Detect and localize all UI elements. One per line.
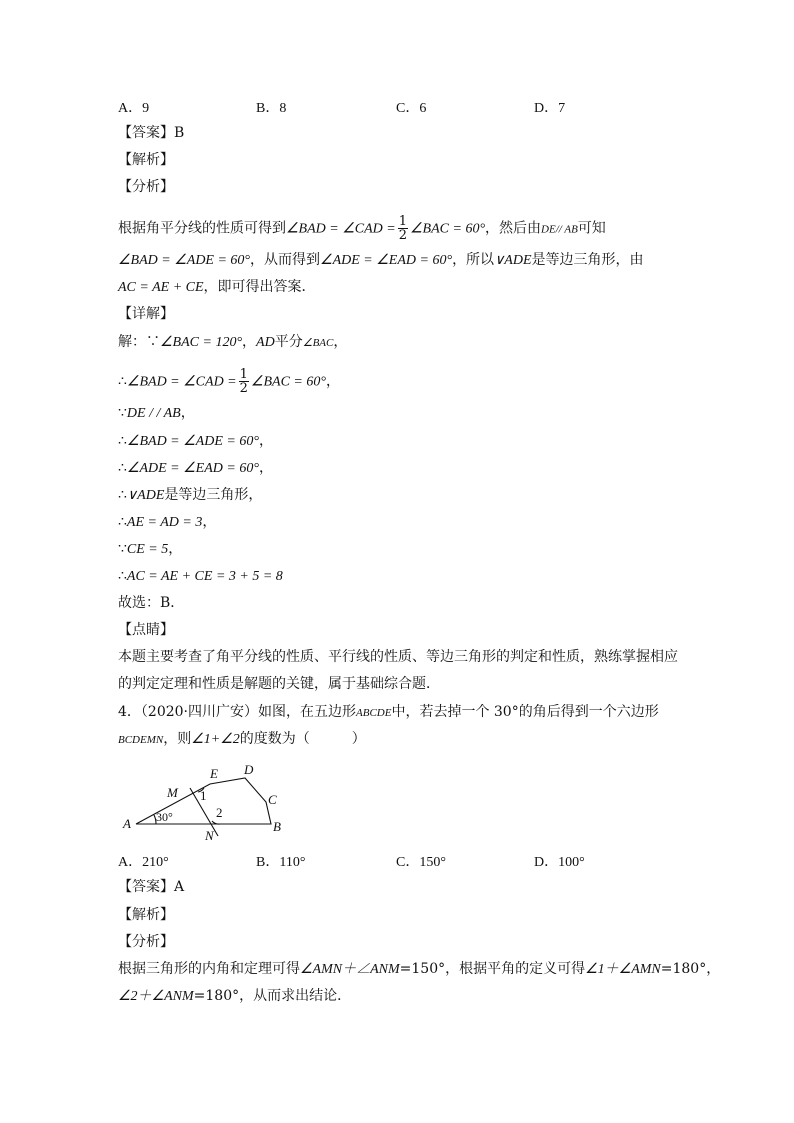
q4-stem-line-1: 4．（2020·四川广安）如图，在五边形ABCDE中，若去掉一个 30°的角后得到一个六边形 xyxy=(118,704,659,720)
q3-option-b: B．8 xyxy=(256,101,287,116)
q3-dianjing-line-2: 的判定定理和性质是解题的关键，属于基础综合题． xyxy=(118,676,440,692)
label-e: E xyxy=(210,766,218,781)
label-a: A xyxy=(123,816,131,831)
q4-option-c: C．150° xyxy=(396,855,446,870)
label-c: C xyxy=(268,792,277,807)
q3-conclusion: 故选：B． xyxy=(118,595,185,611)
q3-detail-line-7: ∴AE = AD = 3， xyxy=(118,514,217,530)
label-angle-2: 2 xyxy=(216,805,223,820)
q3-detail-line-3: ∵DE / / AB， xyxy=(118,405,195,421)
q3-detail-line-8: ∵CE = 5， xyxy=(118,541,183,557)
label-b: B xyxy=(273,819,281,834)
pentagon-figure xyxy=(118,758,293,843)
q3-detail-line-9: ∴AC = AE + CE = 3 + 5 = 8 xyxy=(118,568,283,584)
q3-dianjing-heading: 【点睛】 xyxy=(118,622,174,638)
q3-detail-line-1: 解：∵∠BAC = 120°，AD平分∠BAC， xyxy=(118,334,348,350)
q4-fenxi-line-1: 根据三角形的内角和定理可得∠AMN＋∠ANM=150°，根据平角的定义可得∠1＋∠AMN=180°， xyxy=(118,961,721,977)
q3-dianjing-line-1: 本题主要考查了角平分线的性质、平行线的性质、等边三角形的判定和性质，熟练掌握相应 xyxy=(118,649,678,665)
q3-detail-line-6: ∴∨ADE是等边三角形， xyxy=(118,487,263,503)
q3-analysis-heading: 【解析】 xyxy=(118,152,174,168)
q3-detail-line-5: ∴∠ADE = ∠EAD = 60°， xyxy=(118,460,273,476)
q4-stem-line-2: BCDEMN，则∠1+∠2的度数为（ ） xyxy=(118,731,366,747)
q4-analysis-heading: 【解析】 xyxy=(118,907,174,923)
label-n: N xyxy=(205,828,214,843)
q3-option-d: D．7 xyxy=(534,101,566,116)
q3-option-c: C．6 xyxy=(396,101,427,116)
fraction-one-half: $\frac{1}{2}$ xyxy=(398,214,407,243)
q3-detail-line-2: ∴∠BAD = ∠CAD = $\frac{1}{2}$ ∠BAC = 60°， xyxy=(118,367,340,396)
q3-fenxi-heading: 【分析】 xyxy=(118,179,174,195)
fraction-one-half: $\frac{1}{2}$ xyxy=(239,367,248,396)
q3-option-a: A．9 xyxy=(118,101,150,116)
q4-fenxi-line-2: ∠2＋∠ANM=180°，从而求出结论． xyxy=(118,988,352,1004)
q3-fenxi-line-2: ∠BAD = ∠ADE = 60°，从而得到∠ADE = ∠EAD = 60°，所以∨ADE是等边三角形，由 xyxy=(118,252,644,268)
q4-fenxi-heading: 【分析】 xyxy=(118,934,174,950)
q3-detail-line-4: ∴∠BAD = ∠ADE = 60°， xyxy=(118,433,273,449)
label-m: M xyxy=(167,785,178,800)
q3-answer: 【答案】B xyxy=(118,125,185,141)
label-angle-1: 1 xyxy=(200,788,207,803)
q3-fenxi-line-3: AC = AE + CE，即可得出答案． xyxy=(118,279,316,295)
q4-option-b: B．110° xyxy=(256,855,306,870)
label-d: D xyxy=(244,762,254,777)
q4-option-d: D．100° xyxy=(534,855,585,870)
q4-option-a: A．210° xyxy=(118,855,169,870)
q3-detail-heading: 【详解】 xyxy=(118,306,174,322)
q4-answer: 【答案】A xyxy=(118,879,185,895)
q3-fenxi-line-1: 根据角平分线的性质可得到∠BAD = ∠CAD = $\frac{1}{2}$ ∠BAC = 60°，然后由DE// AB可知 xyxy=(118,214,606,243)
label-angle-30: 30° xyxy=(156,810,173,824)
